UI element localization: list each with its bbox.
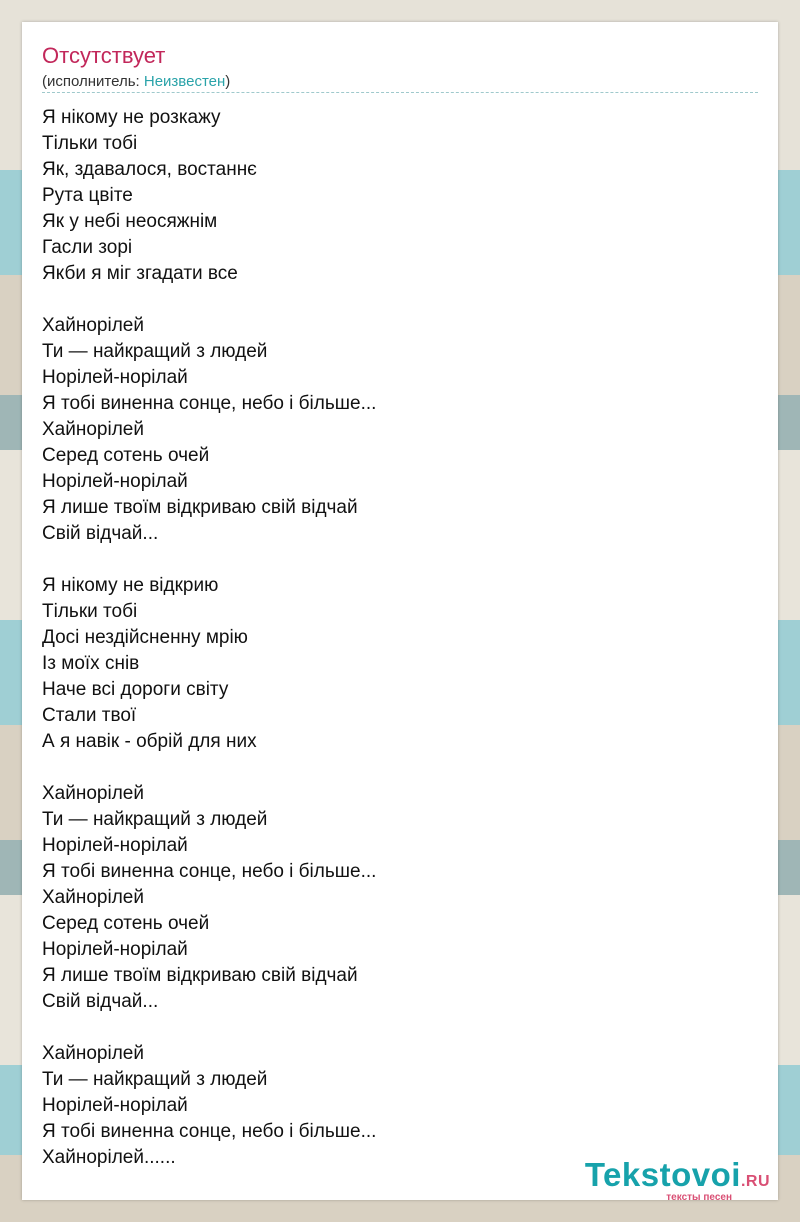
lyric-line: Ти — найкращий з людей <box>42 809 268 830</box>
lyric-line: Серед сотень очей <box>42 445 210 466</box>
lyric-line: Ти — найкращий з людей <box>42 341 268 362</box>
lyric-line: Я нікому не відкрию <box>42 575 219 596</box>
lyric-line: Я нікому не розкажу <box>42 107 221 128</box>
lyric-line: Тільки тобі <box>42 601 138 622</box>
lyrics-card <box>22 22 778 1200</box>
lyric-line: Хайнорілей...... <box>42 1147 176 1168</box>
lyric-line: Тільки тобі <box>42 133 138 154</box>
song-subtitle <box>42 72 230 92</box>
lyric-line: Гасли зорі <box>42 237 133 258</box>
lyric-line: Я тобі виненна сонце, небо і більше... <box>42 393 377 414</box>
subtitle-suffix: ) <box>225 73 231 90</box>
lyric-line: Норілей-норілай <box>42 367 188 388</box>
lyric-line: Ти — найкращий з людей <box>42 1069 268 1090</box>
lyric-line: Якби я міг згадати все <box>42 263 238 284</box>
lyric-line: Норілей-норілай <box>42 835 188 856</box>
title-divider <box>42 92 758 93</box>
subtitle-prefix: (исполнитель: <box>42 73 144 90</box>
site-logo[interactable] <box>584 1156 770 1203</box>
lyric-line: Хайнорілей <box>42 315 144 336</box>
lyric-line: А я навік - обрій для них <box>42 731 257 752</box>
lyric-line: Норілей-норілай <box>42 471 188 492</box>
lyric-line: Досі нездійсненну мрію <box>42 627 248 648</box>
lyric-line: Я лише твоїм відкриваю свій відчай <box>42 965 358 986</box>
lyric-line: Хайнорілей <box>42 887 144 908</box>
lyric-line: Я тобі виненна сонце, небо і більше... <box>42 861 377 882</box>
lyric-line <box>42 287 758 313</box>
lyric-line: Хайнорілей <box>42 419 144 440</box>
lyric-line: Як у небі неосяжнім <box>42 211 218 232</box>
lyric-line: Я лише твоїм відкриваю свій відчай <box>42 497 358 518</box>
lyric-line: Свій відчай... <box>42 991 159 1012</box>
lyric-line <box>42 755 758 781</box>
lyric-line: Хайнорілей <box>42 1043 144 1064</box>
lyric-line <box>42 1015 758 1041</box>
lyrics-text <box>42 105 758 1171</box>
logo-suffix: .RU <box>740 1173 770 1190</box>
lyric-line: Як, здавалося, востаннє <box>42 159 257 180</box>
artist-link[interactable]: Неизвестен <box>143 73 226 90</box>
lyric-line: Норілей-норілай <box>42 1095 188 1116</box>
logo-tagline: тексты песен <box>666 1192 732 1203</box>
lyric-line: Я тобі виненна сонце, небо і більше... <box>42 1121 377 1142</box>
song-title: Отсутствует <box>42 43 166 68</box>
lyric-line: Свій відчай... <box>42 523 159 544</box>
logo-main-text: Tekstovoi <box>584 1156 741 1193</box>
lyric-line <box>42 547 758 573</box>
lyric-line: Серед сотень очей <box>42 913 210 934</box>
lyric-line: Наче всі дороги світу <box>42 679 229 700</box>
lyric-line: Рута цвіте <box>42 185 133 206</box>
lyric-line: Стали твої <box>42 705 137 726</box>
lyric-line: Норілей-норілай <box>42 939 188 960</box>
lyric-line: Хайнорілей <box>42 783 144 804</box>
lyric-line: Із моїх снів <box>42 653 140 674</box>
